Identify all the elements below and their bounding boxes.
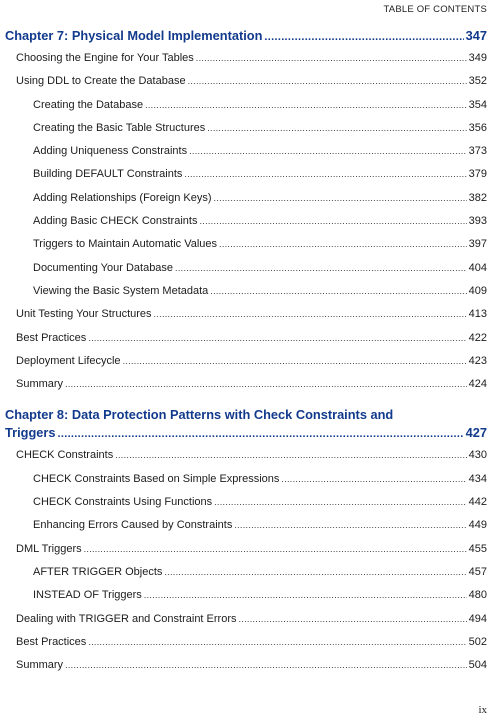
entry-title: INSTEAD OF Triggers: [33, 589, 142, 602]
page-number: 347: [465, 28, 487, 43]
entry-title: AFTER TRIGGER Objects: [33, 565, 163, 578]
page-number: 423: [468, 354, 487, 367]
page-number: 449: [468, 519, 487, 532]
entry-title: Dealing with TRIGGER and Constraint Errors: [16, 612, 237, 625]
page-number: 480: [468, 589, 487, 602]
chapter-7-entry[interactable]: [5, 28, 487, 52]
toc-entry[interactable]: [5, 145, 487, 168]
toc-entry[interactable]: [5, 215, 487, 238]
dot-leader: [214, 497, 467, 507]
entry-title: Summary: [16, 659, 64, 672]
dot-leader: [164, 567, 466, 577]
toc-entry[interactable]: [5, 659, 487, 682]
entry-title: Enhancing Errors Caused by Constraints: [33, 519, 233, 532]
page-number: 413: [468, 308, 487, 321]
running-head: TABLE OF CONTENTS: [383, 4, 487, 15]
chapter-8-sections: [5, 449, 487, 682]
chapter-title-continued: Triggers: [5, 425, 56, 441]
toc-entry[interactable]: [5, 168, 487, 191]
page-number: 422: [468, 331, 487, 344]
entry-title: Best Practices: [16, 635, 87, 648]
entry-title: Deployment Lifecycle: [16, 354, 121, 367]
entry-title: Documenting Your Database: [33, 261, 174, 274]
dot-leader: [281, 474, 466, 484]
toc-entry[interactable]: [5, 122, 487, 145]
toc-entry[interactable]: [5, 473, 487, 496]
entry-title: Creating the Basic Table Structures: [33, 121, 206, 134]
page-number: 430: [468, 449, 487, 462]
dot-leader: [144, 590, 467, 600]
dot-leader: [145, 100, 467, 110]
dot-leader: [264, 31, 463, 43]
table-of-contents: [5, 28, 487, 682]
entry-title: CHECK Constraints: [16, 449, 114, 462]
toc-entry[interactable]: [5, 496, 487, 519]
page-number: 397: [468, 238, 487, 251]
dot-leader: [184, 169, 466, 179]
chapter-7-sections: [5, 52, 487, 401]
page-number: 434: [468, 472, 487, 485]
page-number: 502: [468, 635, 487, 648]
entry-title: DML Triggers: [16, 542, 82, 555]
page-number: 504: [468, 659, 487, 672]
entry-title: Unit Testing Your Structures: [16, 308, 152, 321]
entry-title: CHECK Constraints Based on Simple Expressions: [33, 472, 280, 485]
page-number: 404: [468, 261, 487, 274]
dot-leader: [214, 193, 467, 203]
entry-title: Choosing the Engine for Your Tables: [16, 52, 194, 64]
page-number: 455: [468, 542, 487, 555]
page-number: 427: [465, 425, 487, 441]
toc-entry[interactable]: [5, 543, 487, 566]
toc-entry[interactable]: [5, 613, 487, 636]
toc-entry[interactable]: [5, 566, 487, 589]
dot-leader: [199, 216, 466, 226]
dot-leader: [115, 450, 466, 460]
page-number: 442: [468, 496, 487, 509]
dot-leader: [65, 379, 467, 389]
toc-entry[interactable]: [5, 449, 487, 472]
toc-entry[interactable]: [5, 75, 487, 98]
dot-leader: [88, 637, 466, 647]
page-number: 379: [468, 168, 487, 181]
toc-entry[interactable]: [5, 378, 487, 401]
toc-entry[interactable]: [5, 636, 487, 659]
dot-leader: [234, 520, 466, 530]
toc-entry[interactable]: [5, 308, 487, 331]
page-number: 354: [468, 98, 487, 111]
dot-leader: [210, 286, 466, 296]
dot-leader: [207, 123, 466, 133]
toc-entry[interactable]: [5, 192, 487, 215]
toc-entry[interactable]: [5, 332, 487, 355]
entry-title: Creating the Database: [33, 98, 144, 111]
page-number: 352: [468, 75, 487, 88]
entry-title: CHECK Constraints Using Functions: [33, 496, 213, 509]
entry-title: Triggers to Maintain Automatic Values: [33, 238, 218, 251]
dot-leader: [189, 146, 467, 156]
dot-leader: [88, 333, 466, 343]
dot-leader: [65, 660, 467, 670]
page-number: 457: [468, 565, 487, 578]
page-number: 409: [468, 284, 487, 297]
entry-title: Adding Basic CHECK Constraints: [33, 215, 198, 228]
dot-leader: [175, 263, 467, 273]
chapter-title: Chapter 7: Physical Model Implementation: [5, 28, 263, 43]
toc-entry[interactable]: [5, 262, 487, 285]
page-folio: ix: [478, 704, 487, 716]
page-number: 393: [468, 215, 487, 228]
chapter-8-title-line1[interactable]: Chapter 8: Data Protection Patterns with Check Constraints and: [5, 407, 394, 423]
page-number: 382: [468, 191, 487, 204]
toc-entry[interactable]: [5, 519, 487, 542]
entry-title: Best Practices: [16, 331, 87, 344]
dot-leader: [154, 309, 467, 319]
dot-leader: [219, 239, 467, 249]
dot-leader: [188, 76, 467, 86]
toc-entry[interactable]: [5, 52, 487, 75]
toc-entry[interactable]: [5, 355, 487, 378]
toc-entry[interactable]: [5, 99, 487, 122]
dot-leader: [196, 53, 467, 63]
dot-leader: [123, 356, 467, 366]
page-number: 356: [468, 121, 487, 134]
dot-leader: [84, 544, 467, 554]
entry-title: Summary: [16, 378, 64, 391]
entry-title: Adding Uniqueness Constraints: [33, 145, 188, 158]
page-number: 424: [468, 378, 487, 391]
chapter-8-entry[interactable]: [5, 425, 487, 449]
entry-title: Building DEFAULT Constraints: [33, 168, 183, 181]
page-number: 494: [468, 612, 487, 625]
dot-leader: [58, 428, 464, 440]
page-number: 373: [468, 145, 487, 158]
entry-title: Viewing the Basic System Metadata: [33, 284, 209, 297]
toc-entry[interactable]: [5, 589, 487, 612]
dot-leader: [239, 614, 467, 624]
entry-title: Using DDL to Create the Database: [16, 75, 186, 88]
page-number: 349: [468, 52, 487, 64]
toc-entry[interactable]: [5, 285, 487, 308]
entry-title: Adding Relationships (Foreign Keys): [33, 191, 212, 204]
toc-entry[interactable]: [5, 238, 487, 261]
